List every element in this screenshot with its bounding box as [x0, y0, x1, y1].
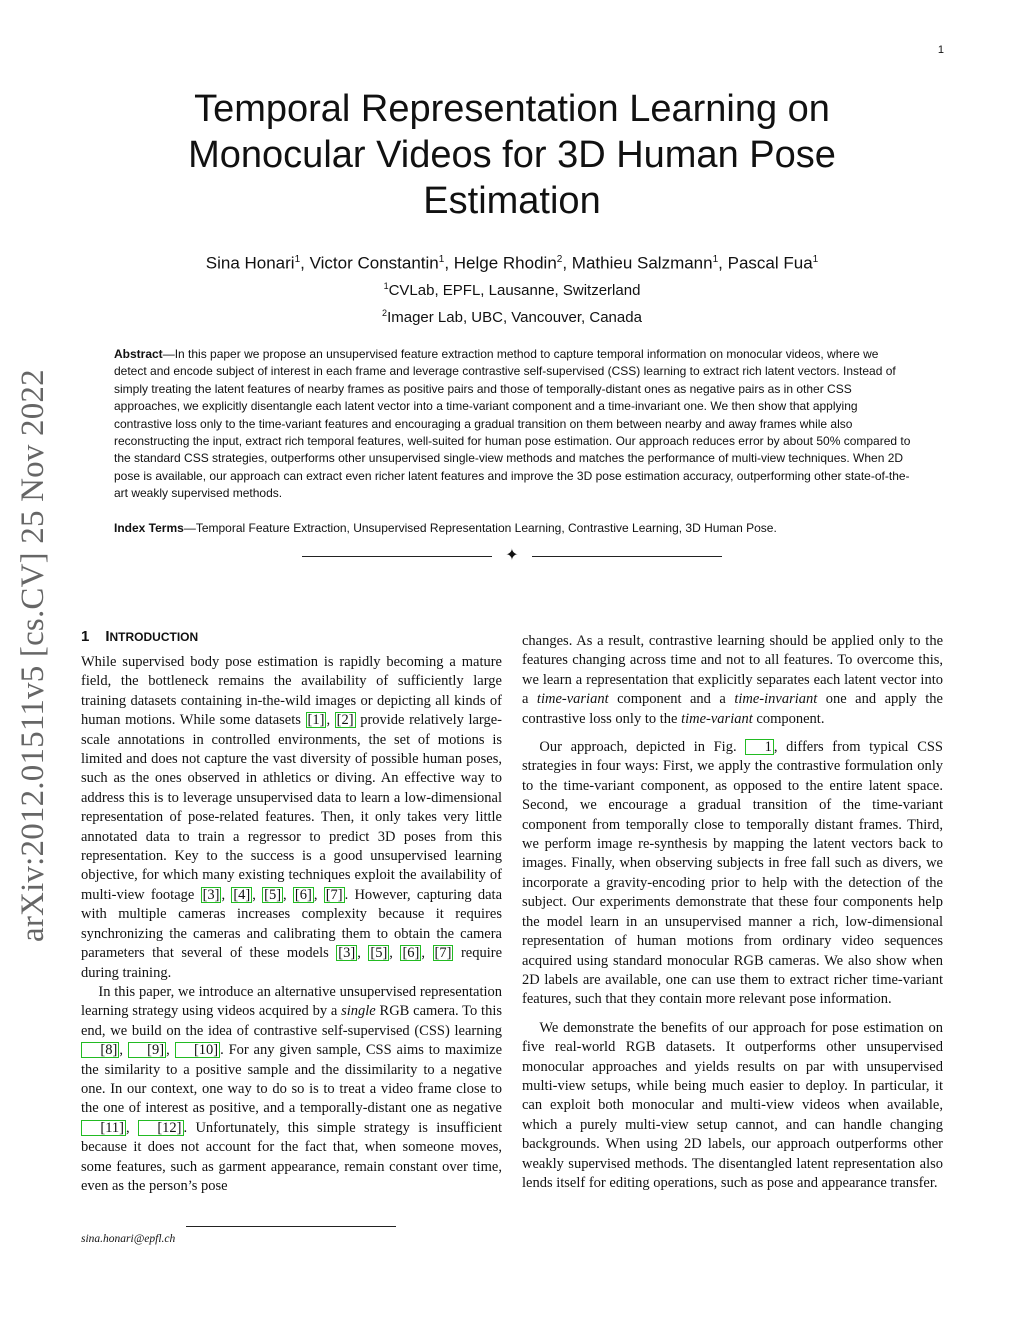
citation-link[interactable]: [3] — [202, 886, 220, 903]
author-affiliation-marker: 1 — [712, 254, 719, 265]
arxiv-stamp: arXiv:2012.01511v5 [cs.CV] 25 Nov 2022 — [15, 369, 51, 942]
paragraph: changes. As a result, contrastive learning should be applied only to the features changing across time and not to all features. To overcome this, we learn a representation that explicitly separates each latent vector into a time-variant component and a time-invariant one and apply the contrastive loss only to the time-variant component. — [522, 633, 943, 727]
citation-link[interactable]: [6] — [294, 886, 312, 903]
paper-title: Temporal Representation Learning on Monocular Videos for 3D Human Pose Estimation — [188, 88, 836, 222]
index-terms-text: —Temporal Feature Extraction, Unsupervised Representation Learning, Contrastive Learning, 3D Human Pose. — [183, 521, 777, 535]
citation-link[interactable]: [4] — [233, 886, 251, 903]
author-list: Sina Honari$^1$, Victor Constantin$^1$, Helge Rhodin$^2$, Mathieu Salzmann$^1$, Pascal Fua$^1$ — [205, 253, 819, 273]
footnote-rule — [186, 1226, 396, 1227]
citation-link[interactable]: [10] — [175, 1042, 221, 1058]
figure-link[interactable]: 1 — [745, 739, 774, 755]
section-title-rest: NTRODUCTION — [109, 630, 199, 644]
section-heading — [81, 627, 502, 647]
affiliation-1 — [120, 275, 904, 302]
citation-link[interactable]: [11] — [81, 1120, 126, 1136]
affiliation-marker: 2 — [382, 307, 388, 318]
author-name: Helge Rhodin — [453, 253, 557, 273]
author-name: Pascal Fua — [727, 253, 813, 273]
author-affiliation-marker: 2 — [556, 254, 563, 265]
section-divider — [302, 546, 722, 566]
paragraph: In this paper, we introduce an alternative unsupervised representation learning strategy using videos acquired by a single RGB camera. To this end, we build on the idea of contrastive self-supervised (CSS) learning [8] , [9] , [10] . For any given sample, CSS aims to maximize the similarity to a positive sample and the dissimilarity to a negative one. In our context, one way to do so is to treat a video frame close to the one of interest as positive, and a temporally-distant one as negative [11] , [12] . Unfortunately, this simple strategy is insufficient because it does not account for the fact that, when someone moves, some features, such as garment appearance, remain constant over time, even as the person’s pose — [81, 983, 503, 1194]
author-affiliation-marker: 1 — [812, 254, 819, 265]
index-terms — [114, 520, 914, 537]
section-title-initial: I — [105, 628, 110, 645]
author-name: Mathieu Salzmann — [571, 253, 713, 273]
section-number: 1 — [81, 628, 90, 645]
citation-link[interactable]: [5] — [264, 886, 282, 903]
title-block — [120, 86, 904, 329]
paragraph: We demonstrate the benefits of our approach for pose estimation on five real-world RGB datasets. It outperforms other unsupervised monocular approaches and yields results on par with unsupervised multi-view setups, while being much easier to deploy. In particular, it can exploit both monocular and multi-view videos when available, which a purely multi-view setup cannot, and can handle changing backgrounds. When using 2D labels, our approach outperforms other weakly supervised methods. The disentangled latent representation also lends itself for editing operations, such as pose and appearance transfer. — [522, 1019, 943, 1191]
abstract-text: —In this paper we propose an unsupervised feature extraction method to capture temporal information on monocular videos, where we detect and encode subject of interest in each frame and leverage contrastive self-supervised (CSS) learning to extract rich latent vectors. Instead of simply treating the latent features of nearby frames as positive pairs and those of temporally-distant ones as negative pairs as in other CSS approaches, we explicitly disentangle each latent vector into a time-variant component and a time-invariant one. We then show that applying contrastive loss only to the time-variant features and encouraging a gradual transition on them between nearby and away frames while also reconstructing the input, extract rich temporal features, well-suited for human pose estimation. Our approach reduces error by about 50% compared to the standard CSS strategies, outperforms other unsupervised single-view methods and matches the performance of multi-view techniques. When 2D pose is available, our approach can extract even richer latent features and improve the 3D pose estimation accuracy, outperforming other state-of-the-art weakly supervised methods. — [114, 347, 911, 501]
affiliation-marker: 1 — [383, 280, 389, 291]
abstract — [114, 346, 914, 503]
paragraph: Our approach, depicted in Fig. 1 , differs from typical CSS strategies in four ways: First, we apply the contrastive formulation only to the time-variant component, as opposed to the entire latent space. Second, we encourage a gradual transition of the time-variant component from temporally close to temporally distant frames. Third, we perform image re-synthesis by mapping the latent vectors back to images. Finally, when observing subjects in free fall such as divers, we incorporate a gravity-encoding prior to help with the detection of the subject. Our experiments demonstrate that these four components help the model learn in an unsupervised manner a rich, low-dimensional representation of human motions from ordinary video sequences acquired using standard monocular RGB cameras. We also show when 2D labels are available, one can use them to extract richer time-variant features, such that they contain more relevant pose information. — [522, 739, 943, 1008]
affiliation-text: CVLab, EPFL, Lausanne, Switzerland — [388, 281, 641, 299]
citation-link[interactable]: [7] — [325, 886, 343, 903]
citation-link[interactable]: [5] — [370, 945, 388, 962]
citation-link[interactable]: [6] — [402, 945, 420, 962]
paragraph: While supervised body pose estimation is rapidly becoming a mature field, the bottleneck remains the availability of sufficiently large training datasets containing in-the-wild images or depicting all kinds of human motions. While some datasets [1] , [2] provide relatively large-scale annotations in controlled environments, the set of motions is limited and does not capture the vast diversity of possible human poses, such as the ones observed in athletics or diving. An effective way to address this is to leverage unsupervised data to learn a low-dimensional representation of pose-related features. Then, it only takes very little annotated data to train a regressor to predict 3D poses from this representation. Key to the success is a good unsupervised learning objective, for which many existing techniques exploit the availability of multi-view footage [3] , [4] , [5] , [6] , [7] . However, capturing data with multiple cameras increases complexity because it requires synchronizing the cameras and calibrating them to obtain the camera parameters that several of these models [3] , [5] , [6] , [7] require during training. — [81, 654, 503, 981]
citation-link[interactable]: [12] — [138, 1120, 184, 1136]
citation-link[interactable]: [7] — [434, 945, 452, 962]
author-affiliation-marker: 1 — [438, 254, 445, 265]
citation-link[interactable]: [3] — [338, 945, 356, 962]
divider-line — [302, 556, 492, 557]
citation-link[interactable]: [2] — [336, 712, 354, 729]
footnote-email: sina.honari@epfl.ch — [81, 1233, 176, 1245]
page-number: 1 — [937, 44, 944, 56]
author-name: Sina Honari — [205, 253, 295, 273]
divider-line — [532, 556, 722, 557]
author-name: Victor Constantin — [309, 253, 439, 273]
right-column — [522, 632, 943, 1193]
author-affiliation-marker: 1 — [294, 254, 301, 265]
citation-link[interactable]: [1] — [307, 712, 325, 729]
citation-link[interactable]: [9] — [128, 1042, 166, 1058]
divider-ornament-icon: ✦ — [505, 547, 519, 564]
affiliation-text: Imager Lab, UBC, Vancouver, Canada — [387, 308, 642, 326]
index-terms-label: Index Terms — [114, 521, 184, 535]
left-column — [81, 627, 502, 1196]
citation-link[interactable]: [8] — [81, 1042, 119, 1058]
affiliation-2 — [120, 302, 904, 329]
abstract-label: Abstract — [114, 347, 163, 361]
